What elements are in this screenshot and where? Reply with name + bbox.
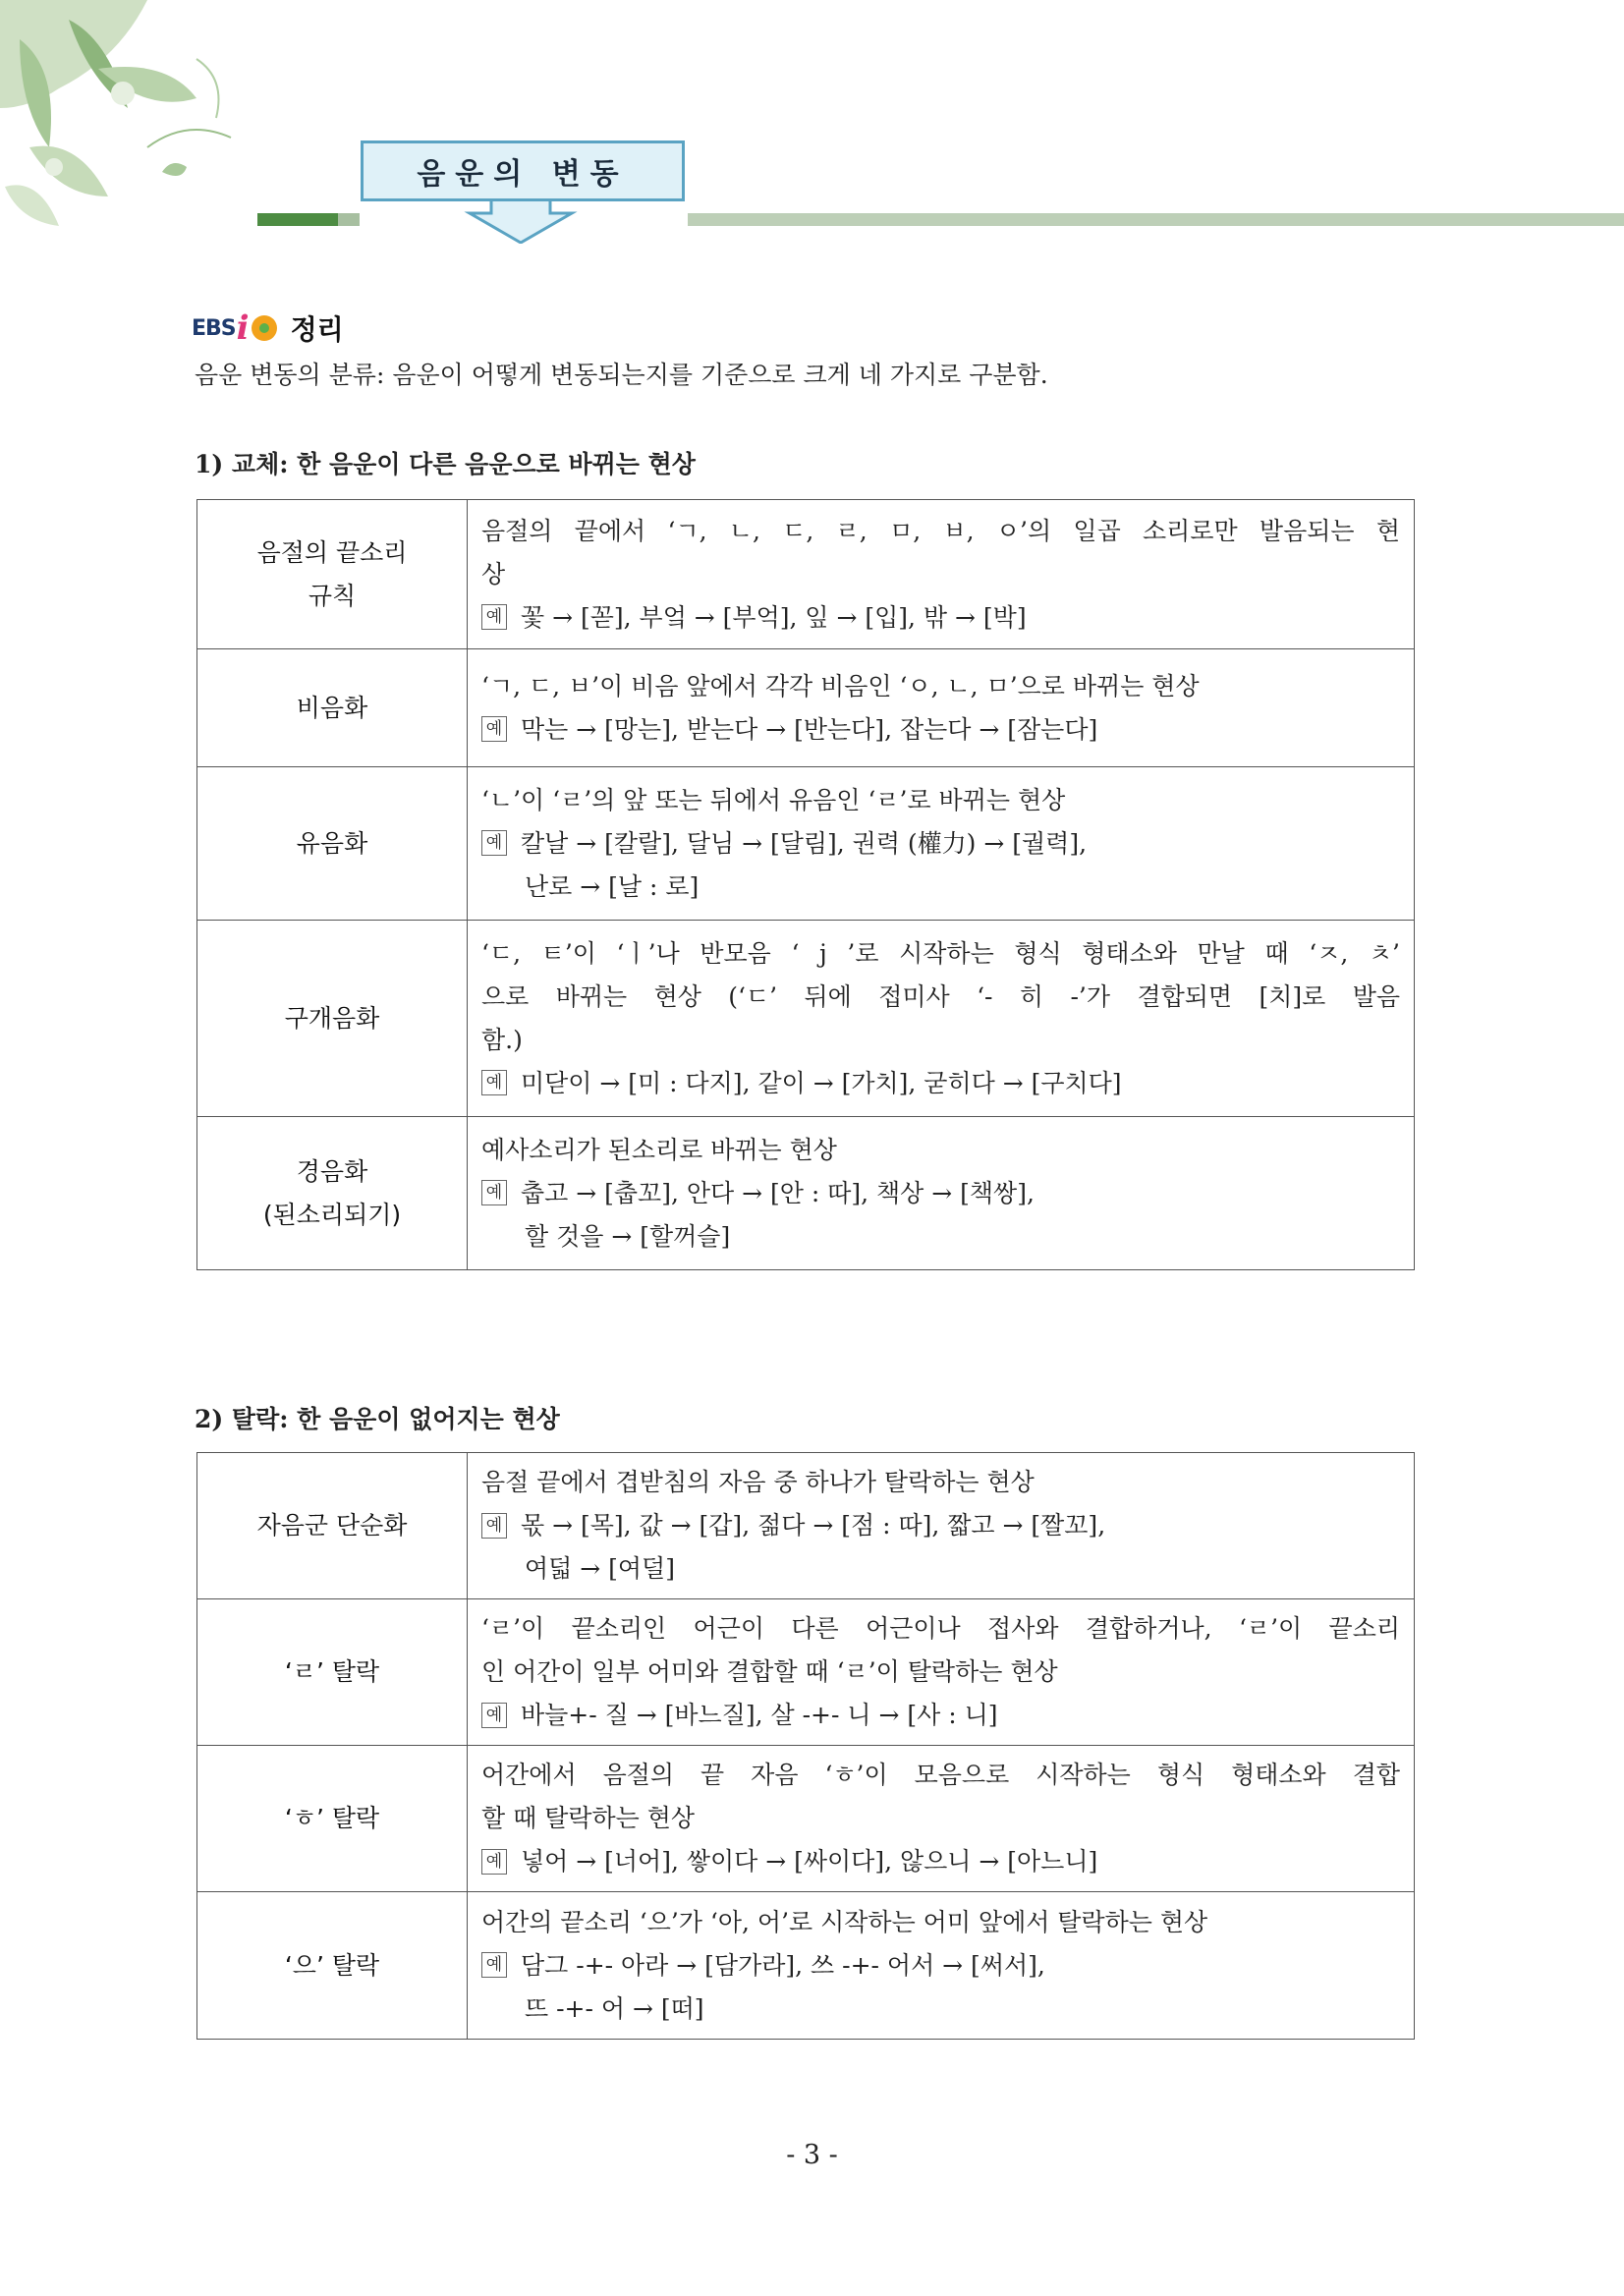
desc-line: 예사소리가 된소리로 바뀌는 현상 — [481, 1135, 837, 1164]
table-row — [197, 767, 1415, 921]
example-line — [481, 708, 1400, 752]
term-text: (된소리되기) — [262, 1200, 402, 1229]
desc-line: ‘ㄷ, ㅌ’이 ‘ㅣ’나 반모음 ‘ j ’로 시작하는 형식 형태소와 만날 때 ‘ㅈ, ㅊ’ — [481, 938, 1400, 968]
desc-line: 음절의 끝에서 ‘ㄱ, ㄴ, ㄷ, ㄹ, ㅁ, ㅂ, ㅇ’의 일곱 소리로만 발음되는 현 — [481, 516, 1400, 545]
example-text: 넣어 → [너어], 쌓이다 → [싸이다], 않으니 → [아느니] — [521, 1847, 1098, 1876]
logo-i-text: i — [236, 308, 250, 348]
example-text: 여덟 → [여덜] — [525, 1554, 675, 1583]
term-text: 비음화 — [296, 693, 368, 722]
desc-cell — [468, 921, 1415, 1117]
table-row — [197, 1453, 1415, 1599]
term-cell — [197, 1892, 468, 2040]
example-text: 막는 → [망는], 받는다 → [반는다], 잡는다 → [잠는다] — [521, 714, 1098, 744]
example-line — [481, 822, 1400, 866]
desc-line: 함.) — [481, 1025, 523, 1054]
example-line — [481, 1694, 1400, 1737]
example-text: 칼날 → [칼랄], 달님 → [달림], 권력 (權力) → [궐력], — [521, 828, 1088, 858]
table-row — [197, 649, 1415, 767]
term-text: ‘ㅎ’ 탈락 — [284, 1804, 380, 1832]
table-row — [197, 500, 1415, 649]
term-text: 규칙 — [308, 581, 357, 610]
desc-line: 할 때 탈락하는 현상 — [481, 1804, 696, 1832]
logo-ebs-text: EBS — [192, 315, 236, 341]
desc-cell — [468, 1453, 1415, 1599]
header-rule-right — [688, 213, 1624, 226]
down-arrow-icon — [462, 199, 580, 244]
desc-line: 어간에서 음절의 끝 자음 ‘ㅎ’이 모음으로 시작하는 형식 형태소와 결합 — [481, 1761, 1400, 1789]
table-row — [197, 1117, 1415, 1270]
desc-cell — [468, 767, 1415, 921]
example-text: 뜨 -+- 어 → [떠] — [525, 1993, 704, 2023]
example-text: 꽃 → [꼳], 부엌 → [부억], 잎 → [입], 밖 → [박] — [521, 602, 1027, 632]
intro-text: 음운 변동의 분류: 음운이 어떻게 변동되는지를 기준으로 크게 네 가지로 구분함. — [195, 361, 1048, 389]
header-rule-mid — [338, 213, 360, 226]
table-row — [197, 1599, 1415, 1746]
example-text: 담그 -+- 아라 → [담가라], 쓰 -+- 어서 → [써서], — [521, 1950, 1045, 1980]
desc-cell — [468, 649, 1415, 767]
example-line — [481, 1062, 1400, 1105]
header-rule-dark — [257, 213, 338, 226]
term-cell — [197, 1453, 468, 1599]
page-number: - 3 - — [786, 2140, 838, 2170]
leaf-decoration-icon — [0, 0, 255, 236]
example-line — [481, 596, 1400, 640]
example-mark-icon: 예 — [481, 1952, 507, 1978]
desc-line: ‘ㄱ, ㄷ, ㅂ’이 비음 앞에서 각각 비음인 ‘ㅇ, ㄴ, ㅁ’으로 바뀌는 현상 — [481, 671, 1200, 700]
section1-table — [196, 499, 1415, 1270]
example-mark-icon: 예 — [481, 716, 507, 742]
desc-line: 인 어간이 일부 어미와 결합할 때 ‘ㄹ’이 탈락하는 현상 — [481, 1657, 1058, 1686]
example-mark-icon: 예 — [481, 1849, 507, 1875]
desc-line: 상 — [481, 559, 506, 588]
logo-circle-icon — [252, 315, 277, 341]
desc-line: ‘ㄴ’이 ‘ㄹ’의 앞 또는 뒤에서 유음인 ‘ㄹ’로 바뀌는 현상 — [481, 785, 1066, 814]
term-text: 자음군 단순화 — [256, 1511, 408, 1540]
logo-label: 정리 — [290, 313, 344, 346]
example-text: 미닫이 → [미 : 다지], 같이 → [가치], 굳히다 → [구치다] — [521, 1068, 1122, 1097]
term-text: ‘으’ 탈락 — [284, 1950, 380, 1980]
term-cell — [197, 1746, 468, 1892]
desc-cell — [468, 500, 1415, 649]
desc-cell — [468, 1746, 1415, 1892]
section2-table — [196, 1452, 1415, 2040]
desc-line: ‘ㄹ’이 끝소리인 어근이 다른 어근이나 접사와 결합하거나, ‘ㄹ’이 끝소리 — [481, 1614, 1400, 1643]
desc-line: 음절 끝에서 겹받침의 자음 중 하나가 탈락하는 현상 — [481, 1468, 1035, 1496]
term-text: 음절의 끝소리 — [256, 537, 408, 567]
section1-title: 1) 교체: 한 음운이 다른 음운으로 바뀌는 현상 — [195, 450, 696, 478]
desc-line: 어간의 끝소리 ‘으’가 ‘아, 어’로 시작하는 어미 앞에서 탈락하는 현상 — [481, 1907, 1208, 1936]
example-line — [481, 1504, 1400, 1547]
example-mark-icon: 예 — [481, 1180, 507, 1205]
table-row — [197, 1746, 1415, 1892]
section2-title: 2) 탈락: 한 음운이 없어지는 현상 — [195, 1405, 560, 1433]
term-cell — [197, 767, 468, 921]
example-text: 바늘+- 질 → [바느질], 살 -+- 니 → [사 : 니] — [521, 1701, 998, 1729]
example-mark-icon: 예 — [481, 604, 507, 630]
example-line — [481, 1944, 1400, 1988]
term-text: 구개음화 — [284, 1003, 380, 1033]
desc-cell — [468, 1892, 1415, 2040]
example-mark-icon: 예 — [481, 1070, 507, 1095]
term-cell — [197, 1599, 468, 1746]
example-mark-icon: 예 — [481, 1513, 507, 1539]
desc-line: 으로 바뀌는 현상 (‘ㄷ’ 뒤에 접미사 ‘- 히 -’가 결합되면 [치]로 발음 — [481, 981, 1400, 1011]
term-cell — [197, 649, 468, 767]
example-line — [481, 1172, 1400, 1215]
desc-cell — [468, 1117, 1415, 1270]
term-text: 경음화 — [296, 1156, 368, 1186]
example-line — [481, 1840, 1400, 1883]
page-title: 음운의 변동 — [361, 140, 685, 201]
example-text: 춥고 → [춥꼬], 안다 → [안 : 따], 책상 → [책쌍], — [521, 1178, 1035, 1207]
desc-cell — [468, 1599, 1415, 1746]
term-cell — [197, 1117, 468, 1270]
example-mark-icon: 예 — [481, 1703, 507, 1728]
example-text: 난로 → [날 : 로] — [525, 871, 700, 901]
term-text: ‘ㄹ’ 탈락 — [284, 1657, 380, 1686]
ebsi-logo — [192, 308, 344, 348]
example-text: 몫 → [목], 값 → [갑], 젊다 → [점 : 따], 짧고 → [짤꼬], — [521, 1511, 1106, 1540]
table-row — [197, 1892, 1415, 2040]
example-mark-icon: 예 — [481, 830, 507, 856]
example-text: 할 것을 → [할꺼슬] — [525, 1221, 731, 1251]
term-text: 유음화 — [296, 828, 368, 858]
term-cell — [197, 500, 468, 649]
table-row — [197, 921, 1415, 1117]
term-cell — [197, 921, 468, 1117]
